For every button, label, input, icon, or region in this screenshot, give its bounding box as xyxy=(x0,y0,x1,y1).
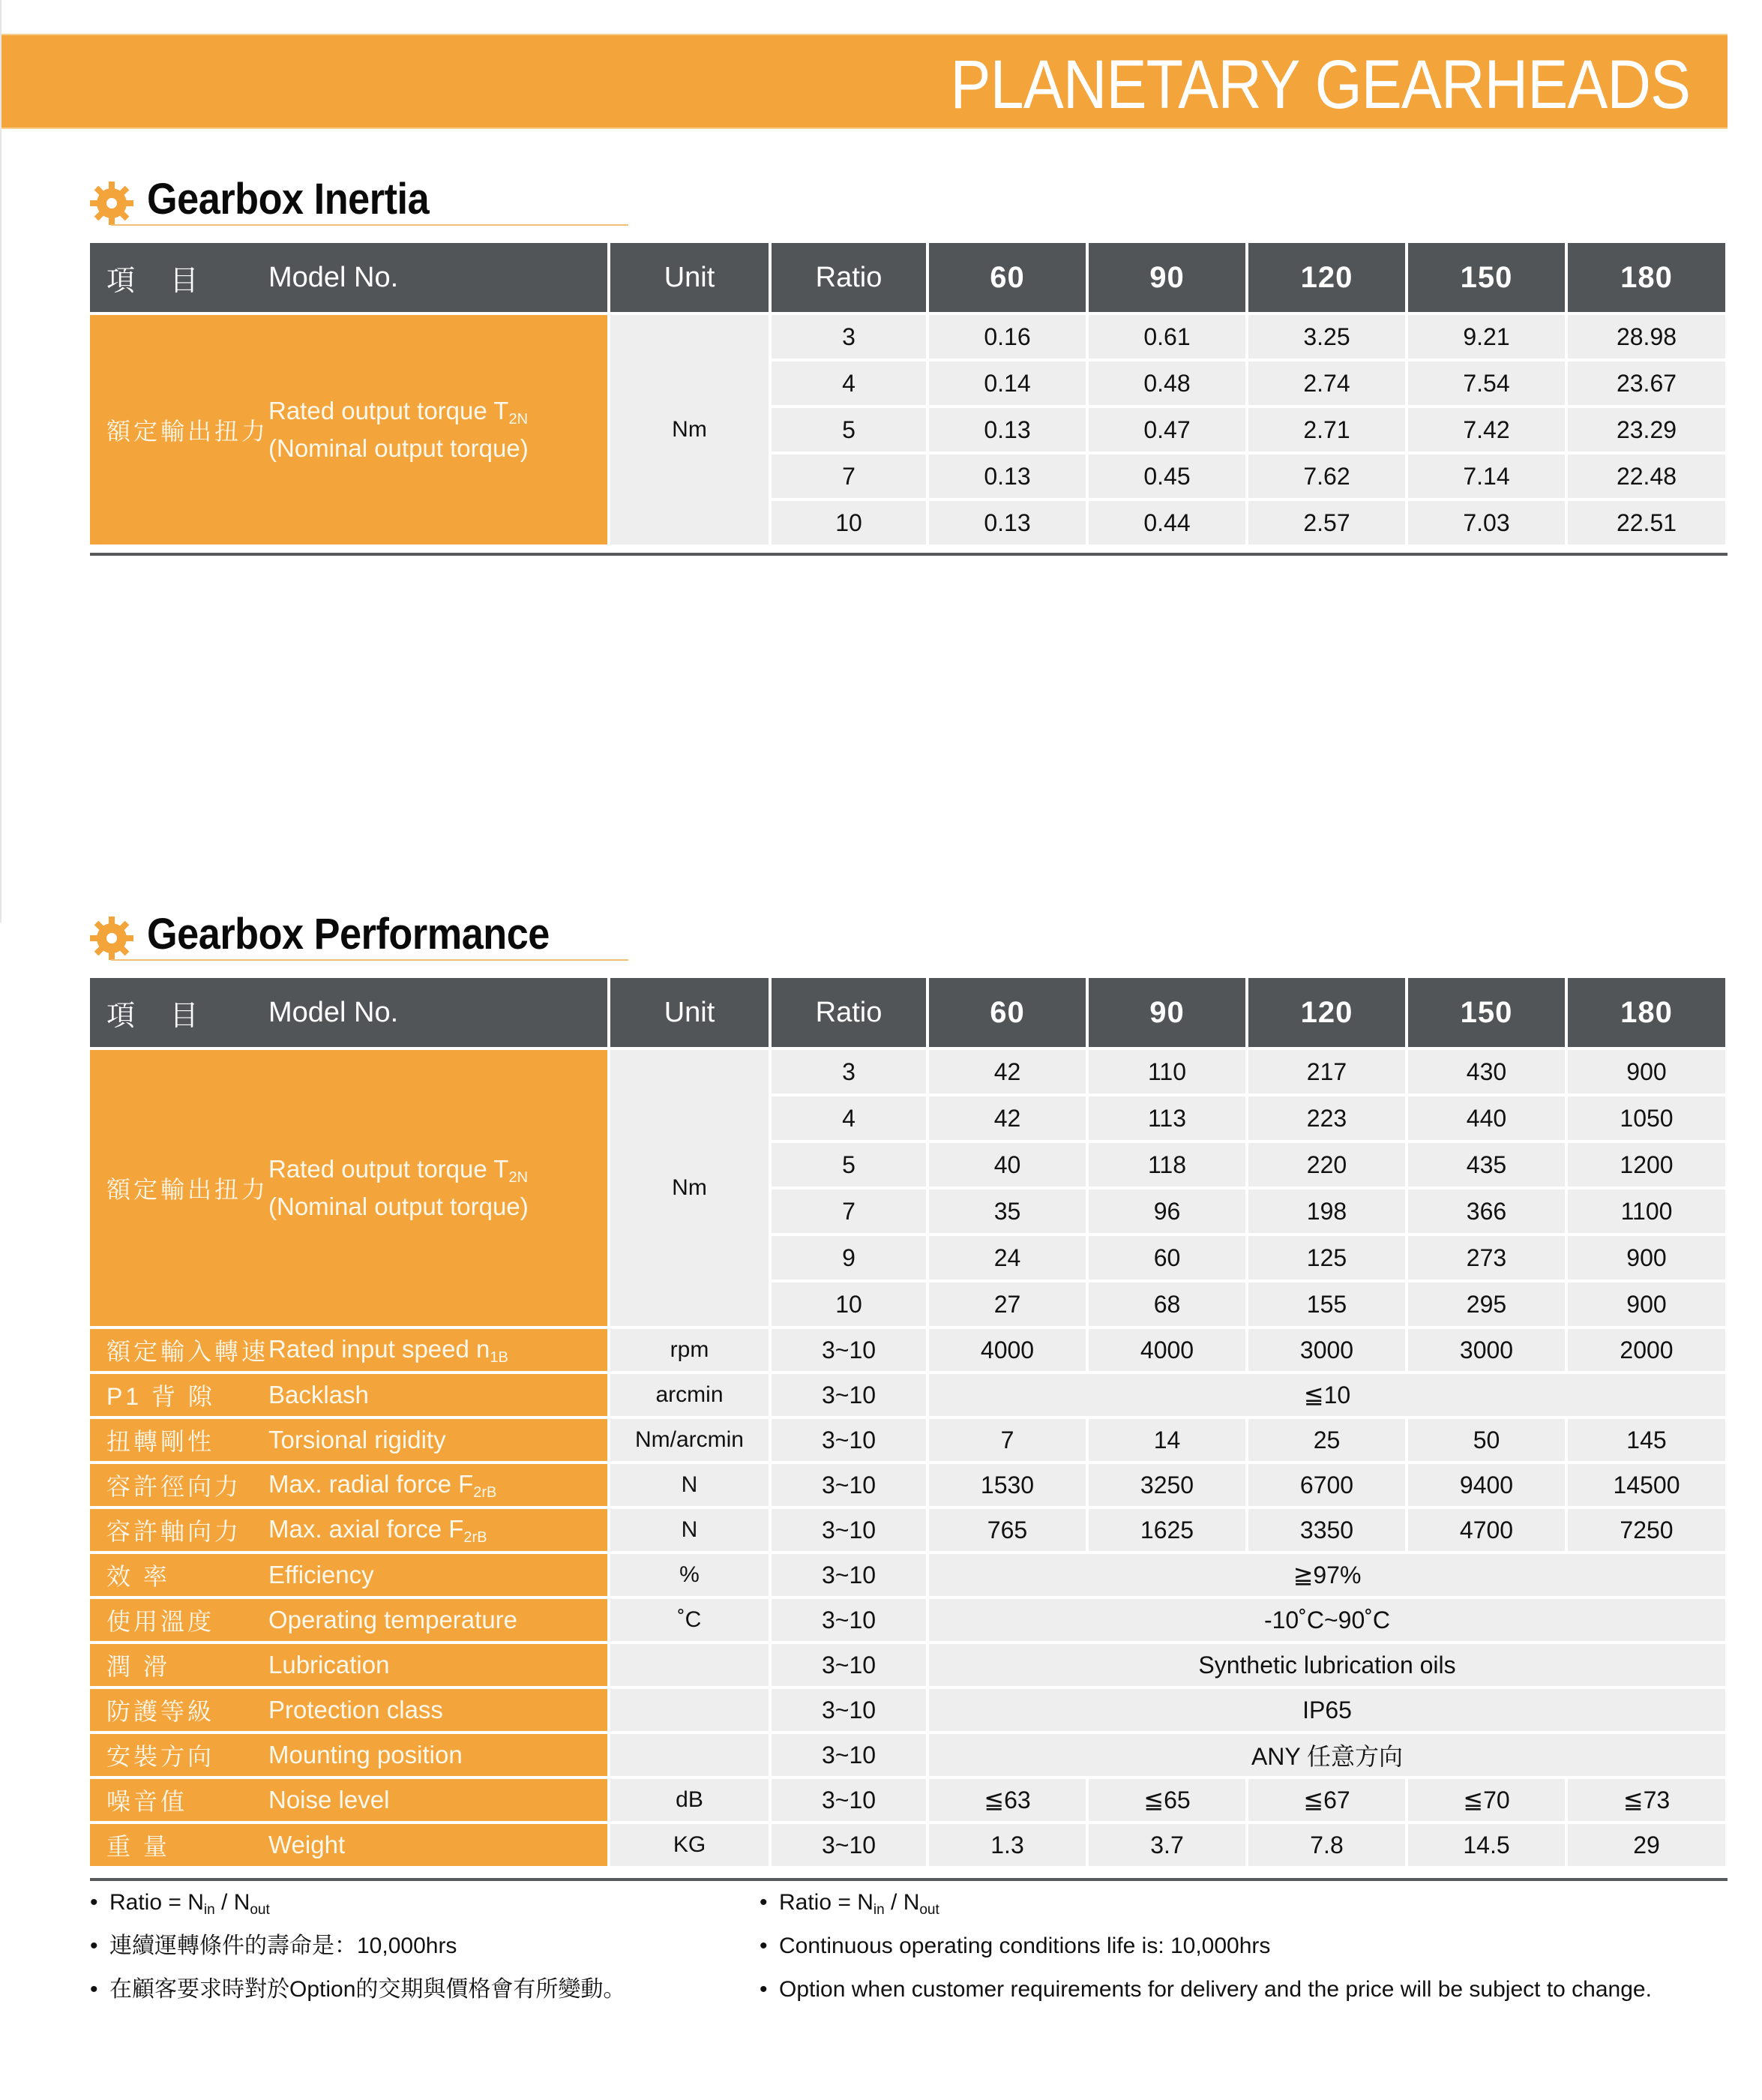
value-cell: 96 xyxy=(1089,1190,1245,1233)
item-label-en-sub: 2rB xyxy=(463,1529,487,1546)
value-cell: 3.25 xyxy=(1248,315,1405,358)
bullet-icon: • xyxy=(760,1977,768,2002)
bullet-icon: • xyxy=(90,1934,98,1958)
table-row xyxy=(90,1050,1725,1094)
header-unit: Unit xyxy=(610,978,769,1047)
unit-cell: KG xyxy=(610,1824,769,1866)
value-cell: 68 xyxy=(1089,1282,1245,1326)
item-label-en xyxy=(268,1737,607,1773)
merged-value-cell: ≦10 xyxy=(929,1374,1725,1416)
table-row xyxy=(90,1689,1725,1731)
value-cell: 900 xyxy=(1568,1236,1725,1280)
value-cell: 440 xyxy=(1408,1096,1565,1140)
item-label-en xyxy=(268,1422,607,1458)
value-cell: 1100 xyxy=(1568,1190,1725,1233)
page-banner xyxy=(1,34,1728,129)
item-label-en-line2: (Nominal output torque) xyxy=(268,1192,529,1221)
value-cell: 0.13 xyxy=(929,454,1086,498)
header-size-180: 180 xyxy=(1568,243,1725,312)
gear-icon xyxy=(88,915,135,962)
item-label-zh: 噪音值 xyxy=(106,1788,188,1815)
value-cell: 3.7 xyxy=(1089,1824,1245,1866)
value-cell: ≦70 xyxy=(1408,1779,1565,1821)
value-cell: 6700 xyxy=(1248,1464,1405,1506)
ratio-cell: 3~10 xyxy=(772,1419,926,1461)
value-cell: 220 xyxy=(1248,1143,1405,1186)
value-cell: 50 xyxy=(1408,1419,1565,1461)
table-row xyxy=(90,1509,1725,1551)
note-text: Continuous operating conditions life is: 10,000hrs xyxy=(779,1934,1271,1958)
item-label-cell xyxy=(90,1599,607,1641)
note-item xyxy=(90,1924,625,1968)
value-cell: 7 xyxy=(929,1419,1086,1461)
value-cell: 1625 xyxy=(1089,1509,1245,1551)
item-label-en xyxy=(268,1377,607,1413)
value-cell: 223 xyxy=(1248,1096,1405,1140)
item-label-en xyxy=(268,1466,607,1504)
ratio-cell: 4 xyxy=(772,362,926,405)
value-cell: 9.21 xyxy=(1408,315,1565,358)
value-cell: 295 xyxy=(1408,1282,1565,1326)
note-text: Option when customer requirements for delivery and the price will be subject to change. xyxy=(779,1977,1652,2002)
item-label-en-sub: 2rB xyxy=(473,1484,497,1501)
value-cell: 28.98 xyxy=(1568,315,1725,358)
item-label-cell xyxy=(90,1824,607,1866)
item-label-en-line2: (Nominal output torque) xyxy=(268,434,529,463)
unit-cell: arcmin xyxy=(610,1374,769,1416)
header-size-90: 90 xyxy=(1089,978,1245,1047)
note-item xyxy=(760,1968,1652,2012)
item-label-cell xyxy=(90,1329,607,1371)
value-cell: 27 xyxy=(929,1282,1086,1326)
header-unit: Unit xyxy=(610,243,769,312)
value-cell: 0.16 xyxy=(929,315,1086,358)
value-cell: 22.51 xyxy=(1568,501,1725,544)
value-cell: 24 xyxy=(929,1236,1086,1280)
value-cell: 7.03 xyxy=(1408,501,1565,544)
item-label-cell xyxy=(90,1374,607,1416)
value-cell: 42 xyxy=(929,1096,1086,1140)
item-label-zh: 重 量 xyxy=(106,1833,170,1860)
ratio-cell: 3~10 xyxy=(772,1554,926,1596)
note-text: 連續運轉條件的壽命是：10,000hrs xyxy=(109,1934,457,1958)
ratio-cell: 3~10 xyxy=(772,1329,926,1371)
value-cell: 3350 xyxy=(1248,1509,1405,1551)
ratio-cell: 5 xyxy=(772,408,926,452)
item-label-en-sub: 2N xyxy=(508,1169,529,1186)
value-cell: 4000 xyxy=(929,1329,1086,1371)
item-label-en xyxy=(268,1692,607,1728)
value-cell: 125 xyxy=(1248,1236,1405,1280)
bullet-icon: • xyxy=(90,1890,98,1915)
page-edge-line xyxy=(0,0,1,922)
value-cell: 7.54 xyxy=(1408,362,1565,405)
value-cell: 0.13 xyxy=(929,501,1086,544)
header-model-no: Model No. xyxy=(268,261,399,293)
value-cell: 0.48 xyxy=(1089,362,1245,405)
header-size-60: 60 xyxy=(929,978,1086,1047)
value-cell: 900 xyxy=(1568,1282,1725,1326)
notes-en xyxy=(760,1881,1652,2012)
value-cell: 3000 xyxy=(1408,1329,1565,1371)
ratio-cell: 3 xyxy=(772,315,926,358)
note-sub: in xyxy=(203,1902,215,1918)
performance-title: Gearbox Performance xyxy=(147,910,550,958)
unit-cell: Nm xyxy=(610,315,769,544)
value-cell: 29 xyxy=(1568,1824,1725,1866)
value-cell: 0.14 xyxy=(929,362,1086,405)
note-item xyxy=(90,1881,625,1924)
table-row xyxy=(90,1554,1725,1596)
table-row xyxy=(90,315,1725,358)
item-label-zh: 潤 滑 xyxy=(106,1653,170,1680)
table-header-row xyxy=(90,978,1725,1047)
note-item xyxy=(90,1968,625,2012)
note-item xyxy=(760,1881,1652,1924)
ratio-cell: 3~10 xyxy=(772,1779,926,1821)
item-label-cell xyxy=(90,315,607,544)
item-label-en-text: Torsional rigidity xyxy=(268,1426,446,1454)
item-label-zh: 容許軸向力 xyxy=(106,1518,242,1545)
item-label-en-text: Noise level xyxy=(268,1786,390,1814)
ratio-cell: 10 xyxy=(772,501,926,544)
table-row xyxy=(90,1824,1725,1866)
value-cell: 42 xyxy=(929,1050,1086,1094)
item-label-cell xyxy=(90,1644,607,1686)
unit-cell: dB xyxy=(610,1779,769,1821)
item-label-zh: 效 率 xyxy=(106,1563,170,1590)
ratio-cell: 4 xyxy=(772,1096,926,1140)
item-label-zh: 額定輸入轉速 xyxy=(106,1338,269,1365)
value-cell: 7.8 xyxy=(1248,1824,1405,1866)
table-row xyxy=(90,1734,1725,1776)
item-label-cell xyxy=(90,1050,607,1326)
ratio-cell: 10 xyxy=(772,1282,926,1326)
value-cell: ≦73 xyxy=(1568,1779,1725,1821)
item-label-cell xyxy=(90,1509,607,1551)
value-cell: 60 xyxy=(1089,1236,1245,1280)
value-cell: 155 xyxy=(1248,1282,1405,1326)
value-cell: 113 xyxy=(1089,1096,1245,1140)
item-label-en-sub: 1B xyxy=(490,1349,508,1366)
unit-cell: % xyxy=(610,1554,769,1596)
value-cell: 900 xyxy=(1568,1050,1725,1094)
table-row xyxy=(90,1599,1725,1641)
item-label-en xyxy=(268,1602,607,1638)
value-cell: 23.67 xyxy=(1568,362,1725,405)
item-label-en-line1: Rated output torque T xyxy=(268,1155,509,1184)
ratio-cell: 3~10 xyxy=(772,1599,926,1641)
item-label-en xyxy=(268,1511,607,1549)
table-row xyxy=(90,1644,1725,1686)
note-text: / N xyxy=(884,1890,920,1915)
value-cell: 35 xyxy=(929,1190,1086,1233)
value-cell: 2.57 xyxy=(1248,501,1405,544)
value-cell: 145 xyxy=(1568,1419,1725,1461)
value-cell: 1530 xyxy=(929,1464,1086,1506)
merged-value-cell: ≧97% xyxy=(929,1554,1725,1596)
ratio-cell: 9 xyxy=(772,1236,926,1280)
item-label-zh: 安裝方向 xyxy=(106,1743,215,1770)
inertia-title: Gearbox Inertia xyxy=(147,175,430,224)
item-label-zh: 扭轉剛性 xyxy=(106,1428,215,1455)
item-label-zh: P1 背 隙 xyxy=(106,1383,215,1410)
header-ratio: Ratio xyxy=(772,978,926,1047)
note-text: 在顧客要求時對於Option的交期與價格會有所變動。 xyxy=(109,1977,626,2002)
item-label-en xyxy=(268,1151,607,1225)
value-cell: 14 xyxy=(1089,1419,1245,1461)
inertia-table-rule xyxy=(90,553,1728,556)
value-cell: 217 xyxy=(1248,1050,1405,1094)
header-model-no: Model No. xyxy=(268,996,399,1028)
value-cell: 25 xyxy=(1248,1419,1405,1461)
value-cell: 3250 xyxy=(1089,1464,1245,1506)
unit-cell xyxy=(610,1689,769,1731)
value-cell: 0.44 xyxy=(1089,501,1245,544)
value-cell: 2.71 xyxy=(1248,408,1405,452)
item-label-en xyxy=(268,1782,607,1818)
value-cell: 110 xyxy=(1089,1050,1245,1094)
value-cell: 14500 xyxy=(1568,1464,1725,1506)
title-underline xyxy=(111,224,628,226)
item-label-cell xyxy=(90,1779,607,1821)
header-size-120: 120 xyxy=(1248,978,1405,1047)
unit-cell xyxy=(610,1644,769,1686)
bullet-icon: • xyxy=(760,1934,768,1958)
unit-cell: N xyxy=(610,1509,769,1551)
value-cell: 14.5 xyxy=(1408,1824,1565,1866)
item-label-cell xyxy=(90,1554,607,1596)
value-cell: 765 xyxy=(929,1509,1086,1551)
value-cell: ≦67 xyxy=(1248,1779,1405,1821)
title-underline xyxy=(111,959,628,961)
merged-value-cell: -10˚C~90˚C xyxy=(929,1599,1725,1641)
item-label-zh: 容許徑向力 xyxy=(106,1473,242,1500)
item-label-en xyxy=(268,1827,607,1863)
value-cell: 3000 xyxy=(1248,1329,1405,1371)
header-size-120: 120 xyxy=(1248,243,1405,312)
item-label-en-text: Backlash xyxy=(268,1381,369,1409)
value-cell: 4000 xyxy=(1089,1329,1245,1371)
item-label-en-text: Mounting position xyxy=(268,1741,463,1769)
ratio-cell: 3~10 xyxy=(772,1509,926,1551)
value-cell: 7250 xyxy=(1568,1509,1725,1551)
header-size-60: 60 xyxy=(929,243,1086,312)
item-label-en-text: Protection class xyxy=(268,1696,443,1724)
item-label-en xyxy=(268,393,607,466)
ratio-cell: 3~10 xyxy=(772,1734,926,1776)
value-cell: 198 xyxy=(1248,1190,1405,1233)
note-text: Ratio = N xyxy=(779,1890,874,1915)
item-label-en-text: Lubrication xyxy=(268,1651,390,1679)
ratio-cell: 3 xyxy=(772,1050,926,1094)
merged-value-cell: IP65 xyxy=(929,1689,1725,1731)
item-label-en-text: Efficiency xyxy=(268,1561,374,1589)
ratio-cell: 7 xyxy=(772,454,926,498)
ratio-cell: 7 xyxy=(772,1190,926,1233)
ratio-cell: 3~10 xyxy=(772,1689,926,1731)
value-cell: 435 xyxy=(1408,1143,1565,1186)
header-item-zh: 項 目 xyxy=(106,265,212,297)
value-cell: 430 xyxy=(1408,1050,1565,1094)
merged-value-cell: Synthetic lubrication oils xyxy=(929,1644,1725,1686)
note-text: Ratio = N xyxy=(109,1890,204,1915)
ratio-cell: 3~10 xyxy=(772,1464,926,1506)
value-cell: 2000 xyxy=(1568,1329,1725,1371)
header-item-zh: 項 目 xyxy=(106,1000,212,1032)
item-label-en-sub: 2N xyxy=(508,411,529,428)
item-label-en-text: Operating temperature xyxy=(268,1606,518,1634)
performance-table xyxy=(87,975,1728,1869)
value-cell: 118 xyxy=(1089,1143,1245,1186)
item-label-zh: 使用溫度 xyxy=(106,1608,215,1635)
value-cell: 0.13 xyxy=(929,408,1086,452)
value-cell: 0.61 xyxy=(1089,315,1245,358)
unit-cell: N xyxy=(610,1464,769,1506)
header-size-90: 90 xyxy=(1089,243,1245,312)
item-label-en-text: Max. radial force F xyxy=(268,1470,474,1498)
value-cell: ≦63 xyxy=(929,1779,1086,1821)
item-label-cell xyxy=(90,1419,607,1461)
value-cell: 7.62 xyxy=(1248,454,1405,498)
header-ratio: Ratio xyxy=(772,243,926,312)
ratio-cell: 3~10 xyxy=(772,1644,926,1686)
value-cell: 22.48 xyxy=(1568,454,1725,498)
item-label-cell xyxy=(90,1734,607,1776)
value-cell: 2.74 xyxy=(1248,362,1405,405)
bullet-icon: • xyxy=(90,1977,98,2002)
item-label-zh: 額定輸出扭力 xyxy=(106,1176,269,1203)
bullet-icon: • xyxy=(760,1890,768,1915)
unit-cell: Nm xyxy=(610,1050,769,1326)
item-label-cell xyxy=(90,1689,607,1731)
header-model xyxy=(90,243,607,312)
unit-cell: Nm/arcmin xyxy=(610,1419,769,1461)
inertia-table xyxy=(87,240,1728,548)
table-row xyxy=(90,1374,1725,1416)
value-cell: 1050 xyxy=(1568,1096,1725,1140)
table-row xyxy=(90,1329,1725,1371)
item-label-en xyxy=(268,1331,607,1369)
ratio-cell: 5 xyxy=(772,1143,926,1186)
item-label-cell xyxy=(90,1464,607,1506)
value-cell: 23.29 xyxy=(1568,408,1725,452)
value-cell: 1200 xyxy=(1568,1143,1725,1186)
unit-cell: rpm xyxy=(610,1329,769,1371)
note-sub: out xyxy=(919,1902,939,1918)
note-text: / N xyxy=(214,1890,250,1915)
merged-value-cell: ANY 任意方向 xyxy=(929,1734,1725,1776)
table-row xyxy=(90,1464,1725,1506)
note-item xyxy=(760,1924,1652,1968)
item-label-en-text: Weight xyxy=(268,1831,346,1859)
ratio-cell: 3~10 xyxy=(772,1824,926,1866)
item-label-en xyxy=(268,1557,607,1593)
value-cell: 7.42 xyxy=(1408,408,1565,452)
banner-title: PLANETARY GEARHEADS xyxy=(950,46,1690,123)
value-cell: 0.45 xyxy=(1089,454,1245,498)
value-cell: 366 xyxy=(1408,1190,1565,1233)
value-cell: 0.47 xyxy=(1089,408,1245,452)
note-sub: out xyxy=(250,1902,270,1918)
table-row xyxy=(90,1419,1725,1461)
gear-icon xyxy=(88,180,135,226)
header-size-150: 150 xyxy=(1408,978,1565,1047)
value-cell: 7.14 xyxy=(1408,454,1565,498)
item-label-zh: 防護等級 xyxy=(106,1698,215,1725)
value-cell: 9400 xyxy=(1408,1464,1565,1506)
item-label-en xyxy=(268,1647,607,1683)
table-row xyxy=(90,1779,1725,1821)
table-header-row xyxy=(90,243,1725,312)
item-label-en-text: Max. axial force F xyxy=(268,1515,464,1543)
note-sub: in xyxy=(873,1902,885,1918)
item-label-en-line1: Rated output torque T xyxy=(268,397,509,425)
value-cell: 4700 xyxy=(1408,1509,1565,1551)
unit-cell: ˚C xyxy=(610,1599,769,1641)
value-cell: 1.3 xyxy=(929,1824,1086,1866)
ratio-cell: 3~10 xyxy=(772,1374,926,1416)
item-label-zh: 額定輸出扭力 xyxy=(106,418,269,445)
value-cell: ≦65 xyxy=(1089,1779,1245,1821)
value-cell: 40 xyxy=(929,1143,1086,1186)
unit-cell xyxy=(610,1734,769,1776)
notes-zh xyxy=(90,1881,625,2012)
header-size-180: 180 xyxy=(1568,978,1725,1047)
header-model xyxy=(90,978,607,1047)
header-size-150: 150 xyxy=(1408,243,1565,312)
item-label-en-text: Rated input speed n xyxy=(268,1335,490,1363)
value-cell: 273 xyxy=(1408,1236,1565,1280)
